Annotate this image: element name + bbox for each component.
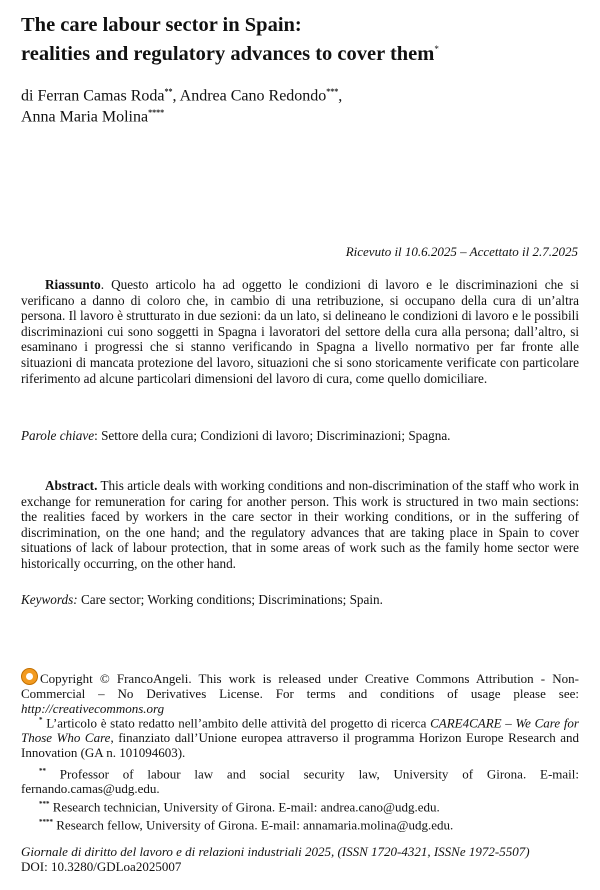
riassunto-label: Riassunto [45,277,101,292]
keywords-label: Keywords: [21,592,78,607]
author-name: Anna Maria Molina [21,108,149,126]
footnote-author-1: ** Professor of labour law and social security law, University of Girona. E-mail: fernando.camas@udg.edu. [21,766,579,797]
creative-commons-icon [21,668,38,685]
abstract-label: Abstract. [45,478,98,493]
project-name: CARE4CARE – We Care for Those Who Care [21,715,579,746]
doi: DOI: 10.3280/GDLoa2025007 [21,859,182,874]
author-name: Andrea Cano Redondo [179,87,327,105]
author-footnote-mark: **** [148,108,165,118]
journal-name: Giornale di diritto del lavoro e di relazioni industriali 2025, (ISSN 1720-4321, ISSNe 1972-5507) [21,844,530,859]
riassunto-paragraph: Riassunto. Questo articolo ha ad oggetto le condizioni di lavoro e le discriminazioni che si verificano a danno di coloro che, in cambio di una retribuzione, si occupano della cura di un’altra persona. Il lavoro è strutturato in due sezioni: da un lato, si delineano le condizioni di lavoro e le possibili discriminazioni cui sono soggetti in Spagna i lavoratori del settore della cura alla persona; dall’altro, si esaminano i progressi che si stanno verificando in Spagna a livello normativo per far fronte alle situazioni di mancata protezione del lavoro, situazioni che si sono storicamente verificate con particolare riferimento ad alcune particolari dimensioni del lavoro di cura, come quello domiciliare. [21,277,579,386]
keywords: Keywords: Care sector; Working conditions; Discriminations; Spain. [21,592,383,607]
parole-chiave-label: Parole chiave [21,428,95,443]
footnote-project: * L’articolo è stato redatto nell’ambito delle attività del progetto di ricerca CARE4CARE – We Care for Those Who Care, finanziato dall’Unione europea attraverso il programma Horizon Europe Research and Innovation (GA n. 101094603). [21,715,579,761]
author-footnote-mark: ** [164,87,173,96]
footnote-author-2: *** Research technician, University of Girona. E-mail: andrea.cano@udg.edu. [39,799,440,815]
article-title: The care labour sector in Spain: realities and regulatory advances to cover them* [21,14,439,65]
author-list: di Ferran Camas Roda**, Andrea Cano Redondo***, Anna Maria Molina**** [21,87,343,126]
footnote-author-3: **** Research fellow, University of Girona. E-mail: annamaria.molina@udg.edu. [39,817,454,833]
author-footnote-mark: *** [326,87,339,96]
copyright-note: Copyright © FrancoAngeli. This work is released under Creative Commons Attribution - Non-Commercial – No Derivatives License. For terms and conditions of usage please see: http://creativecommons.org [21,668,579,716]
parole-chiave: Parole chiave: Settore della cura; Condizioni di lavoro; Discriminazioni; Spagna. [21,428,451,443]
abstract-paragraph: Abstract. This article deals with working conditions and non-discrimination of the staff who work in exchange for remuneration for caring for another person. This work is structured in two main sections: the realities faced by workers in the care sector in their working conditions, or in the suffering of discrimination, on the one hand; and the regulatory advances that are taking place in Spain to cover situations of lack of labour protection, that in some areas of work such as the family home sector were historically occurring, on the other hand. [21,478,579,571]
title-footnote-mark: * [434,44,439,54]
creative-commons-link[interactable]: http://creativecommons.org [21,701,165,716]
author-name: Ferran Camas Roda [37,87,165,105]
journal-citation [21,844,586,874]
received-accepted-dates: Ricevuto il 10.6.2025 – Accettato il 2.7.2025 [345,244,578,259]
